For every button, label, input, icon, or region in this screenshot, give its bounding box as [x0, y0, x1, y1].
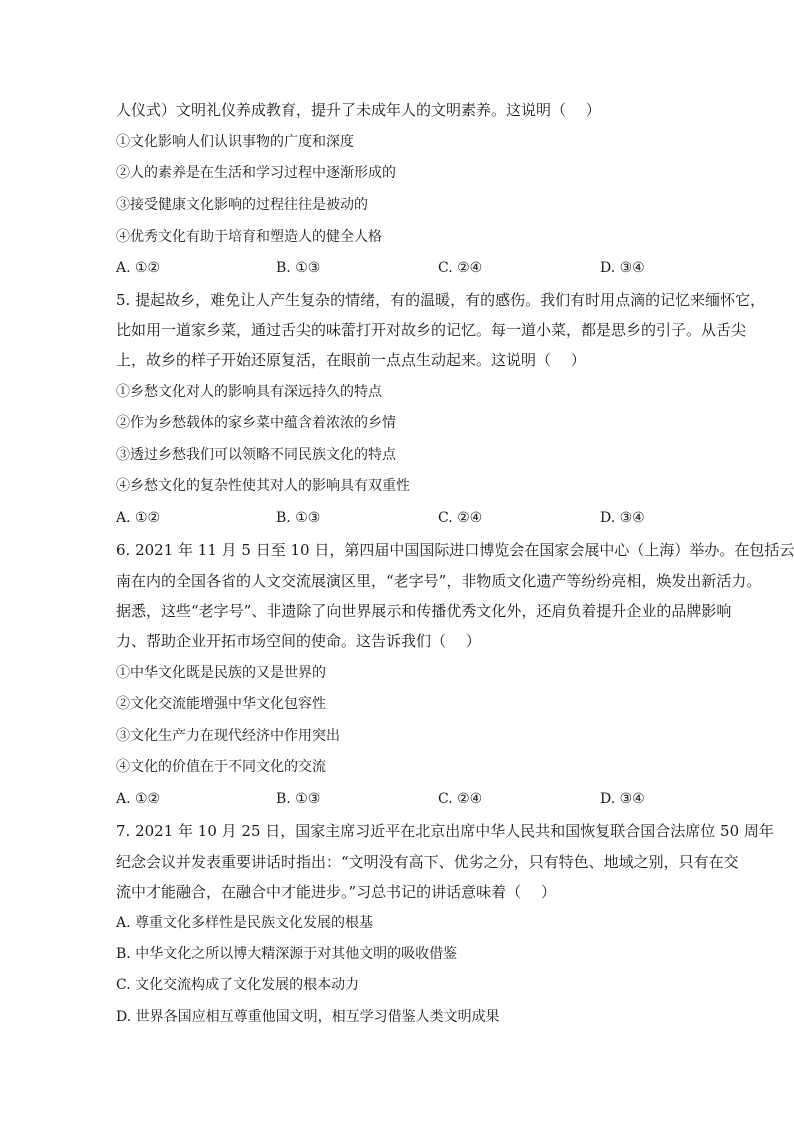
q6-option-c[interactable]: C. ②④: [438, 791, 483, 807]
q5-options: [116, 508, 686, 528]
q5-statement-2: ②作为乡愁载体的家乡菜中蕴含着浓浓的乡情: [116, 415, 396, 431]
q4-option-d[interactable]: D. ③④: [600, 260, 645, 276]
q6-statement-4: ④文化的价值在于不同文化的交流: [116, 759, 326, 775]
q4-stem-line: 人仪式）文明礼仪养成教育，提升了未成年人的文明素养。这说明（ ）: [116, 101, 601, 119]
q5-statement-1: ①乡愁文化对人的影响具有深远持久的特点: [116, 384, 382, 400]
q4-statement-1: ①文化影响人们认识事物的广度和深度: [116, 134, 354, 150]
q5-statement-4: ④乡愁文化的复杂性使其对人的影响具有双重性: [116, 478, 410, 494]
q6-option-a[interactable]: A. ①②: [116, 791, 161, 807]
q6-stem-line-1: 6. 2021 年 11 月 5 日至 10 日，第四届中国国际进口博览会在国家会展中心（上海）举办。在包括云: [116, 541, 794, 559]
q4-option-c[interactable]: C. ②④: [438, 260, 483, 276]
q5-option-b[interactable]: B. ①③: [276, 510, 321, 526]
q5-option-c[interactable]: C. ②④: [438, 510, 483, 526]
q4-statement-4: ④优秀文化有助于培育和塑造人的健全人格: [116, 229, 382, 245]
q5-option-a[interactable]: A. ①②: [116, 510, 161, 526]
q6-stem-line-2: 南在内的全国各省的人文交流展演区里，“老字号”，非物质文化遗产等纷纷亮相，焕发出新活力。: [116, 572, 762, 590]
q5-option-d[interactable]: D. ③④: [600, 510, 645, 526]
q7-choice-d[interactable]: D. 世界各国应相互尊重他国文明，相互学习借鉴人类文明成果: [116, 1009, 500, 1025]
q4-statement-2: ②人的素养是在生活和学习过程中逐渐形成的: [116, 165, 396, 181]
q5-stem-line-3: 上，故乡的样子开始还原复活，在眼前一点点生动起来。这说明（ ）: [116, 351, 586, 369]
q6-option-b[interactable]: B. ①③: [276, 791, 321, 807]
q7-choice-c[interactable]: C. 文化交流构成了文化发展的根本动力: [116, 977, 360, 993]
q6-stem-line-4: 力、帮助企业开拓市场空间的使命。这告诉我们（ ）: [116, 632, 481, 650]
q6-options: [116, 789, 686, 809]
q5-stem-line-1: 5. 提起故乡，难免让人产生复杂的情绪，有的温暖，有的感伤。我们有时用点滴的记忆来缅怀它，: [116, 291, 766, 309]
q7-choice-b[interactable]: B. 中华文化之所以博大精深源于对其他文明的吸收借鉴: [116, 946, 458, 962]
q7-stem-line-1: 7. 2021 年 10 月 25 日，国家主席习近平在北京出席中华人民共和国恢复联合国合法席位 50 周年: [116, 822, 774, 840]
q5-stem-line-2: 比如用一道家乡菜，通过舌尖的味蕾打开对故乡的记忆。每一道小菜，都是思乡的引子。从舌尖: [116, 321, 747, 339]
q5-statement-3: ③透过乡愁我们可以领略不同民族文化的特点: [116, 447, 396, 463]
q4-statement-3: ③接受健康文化影响的过程往往是被动的: [116, 197, 368, 213]
q6-statement-3: ③文化生产力在现代经济中作用突出: [116, 728, 340, 744]
q4-option-a[interactable]: A. ①②: [116, 260, 161, 276]
q6-option-d[interactable]: D. ③④: [600, 791, 645, 807]
q7-choice-a[interactable]: A. 尊重文化多样性是民族文化发展的根基: [116, 915, 374, 931]
q6-stem-line-3: 据悉，这些“老字号”、非遗除了向世界展示和传播优秀文化外，还肩负着提升企业的品牌影响: [116, 602, 732, 620]
q4-options: [116, 258, 686, 278]
q7-stem-line-2: 纪念会议并发表重要讲话时指出：“文明没有高下、优劣之分，只有特色、地域之别，只有在交: [116, 853, 739, 871]
q6-statement-1: ①中华文化既是民族的又是世界的: [116, 665, 326, 681]
q4-option-b[interactable]: B. ①③: [276, 260, 321, 276]
q7-stem-line-3: 流中才能融合，在融合中才能进步。”习总书记的讲话意味着（ ）: [116, 883, 556, 901]
q6-statement-2: ②文化交流能增强中华文化包容性: [116, 696, 326, 712]
